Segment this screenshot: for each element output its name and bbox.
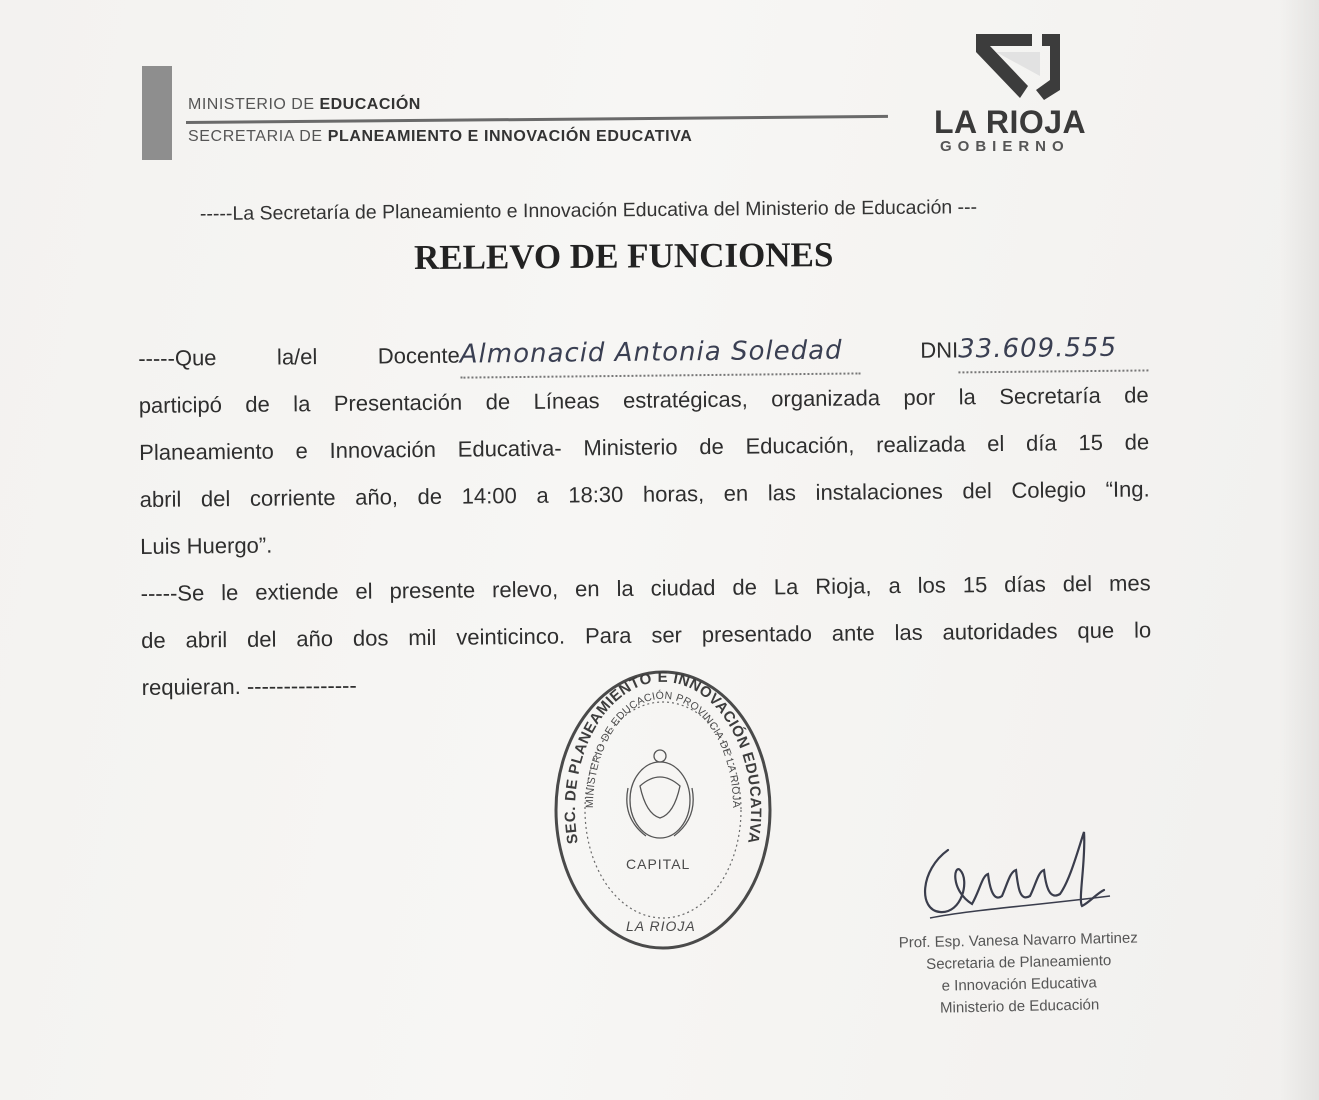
stamp-city-label: LA RIOJA	[626, 918, 696, 934]
logo-subtitle: GOBIERNO	[940, 138, 1070, 155]
handwritten-signature	[910, 810, 1140, 940]
body-line-5: Luis Huergo”.	[140, 532, 273, 559]
signatory-block	[873, 927, 1165, 1021]
que-text: -----Que	[138, 345, 217, 371]
secretariat-prefix: SECRETARIA DE	[188, 128, 328, 145]
dni-label: DNI	[920, 337, 959, 363]
page-edge-shadow	[1279, 0, 1319, 1100]
coat-of-arms-icon	[627, 750, 693, 838]
official-stamp	[548, 668, 778, 953]
teacher-name-handwritten: Almonacid Antonia Soledad	[459, 335, 843, 370]
signatory-name: Prof. Esp. Vanesa Navarro Martinez	[898, 929, 1138, 952]
stamp-inner-text: MINISTERIO DE EDUCACIÓN PROVINCIA DE LA RIOJA	[583, 689, 743, 809]
la-rioja-emblem-icon	[970, 28, 1070, 106]
ministry-name: EDUCACIÓN	[319, 96, 421, 113]
intro-line: -----La Secretaría de Planeamiento e Innovación Educativa del Ministerio de Educación ---	[199, 196, 978, 225]
secretariat-heading	[188, 128, 692, 146]
dni-group	[920, 324, 1148, 373]
ministry-heading	[188, 96, 421, 114]
body-line-2: participó de la Presentación de Líneas estratégicas, organizada por la Secretaría de	[138, 382, 1149, 418]
dni-field	[958, 332, 1148, 373]
signatory-role-1: Secretaria de Planeamiento	[926, 952, 1112, 973]
docente-label: Docente	[377, 342, 460, 369]
signatory-role-3: Ministerio de Educación	[939, 996, 1100, 1017]
body-line-6: -----Se le extiende el presente relevo, en la ciudad de La Rioja, a los 15 días del mes	[140, 570, 1151, 606]
document-body	[138, 324, 1152, 711]
la-el-text: la/el	[276, 344, 318, 370]
stamp-outer-text: SEC. DE PLANEAMIENTO E INNOVACIÓN EDUCATIVA	[561, 668, 765, 846]
body-line-3: Planeamiento e Innovación Educativa- Ministerio de Educación, realizada el día 15 de	[139, 429, 1150, 465]
ministry-prefix: MINISTERIO DE	[188, 96, 320, 113]
dni-handwritten: 33.609.555	[958, 332, 1118, 365]
body-line-8: requieran. ---------------	[141, 672, 357, 700]
body-line-7: de abril del año dos mil veinticinco. Para ser presentado ante las autoridades que lo	[141, 617, 1152, 653]
stamp-capital-label: CAPITAL	[626, 856, 691, 872]
docente-group	[378, 327, 860, 379]
logo-name: LA RIOJA	[934, 104, 1087, 140]
body-line-4: abril del corriente año, de 14:00 a 18:30 horas, en las instalaciones del Colegio “Ing.	[139, 476, 1150, 512]
header-divider	[186, 115, 888, 124]
secretariat-name: PLANEAMIENTO E INNOVACIÓN EDUCATIVA	[327, 128, 693, 145]
document-title: RELEVO DE FUNCIONES	[413, 235, 834, 277]
signatory-role-2: e Innovación Educativa	[941, 974, 1097, 995]
header-accent-bar	[142, 66, 172, 160]
teacher-name-field	[459, 335, 860, 378]
